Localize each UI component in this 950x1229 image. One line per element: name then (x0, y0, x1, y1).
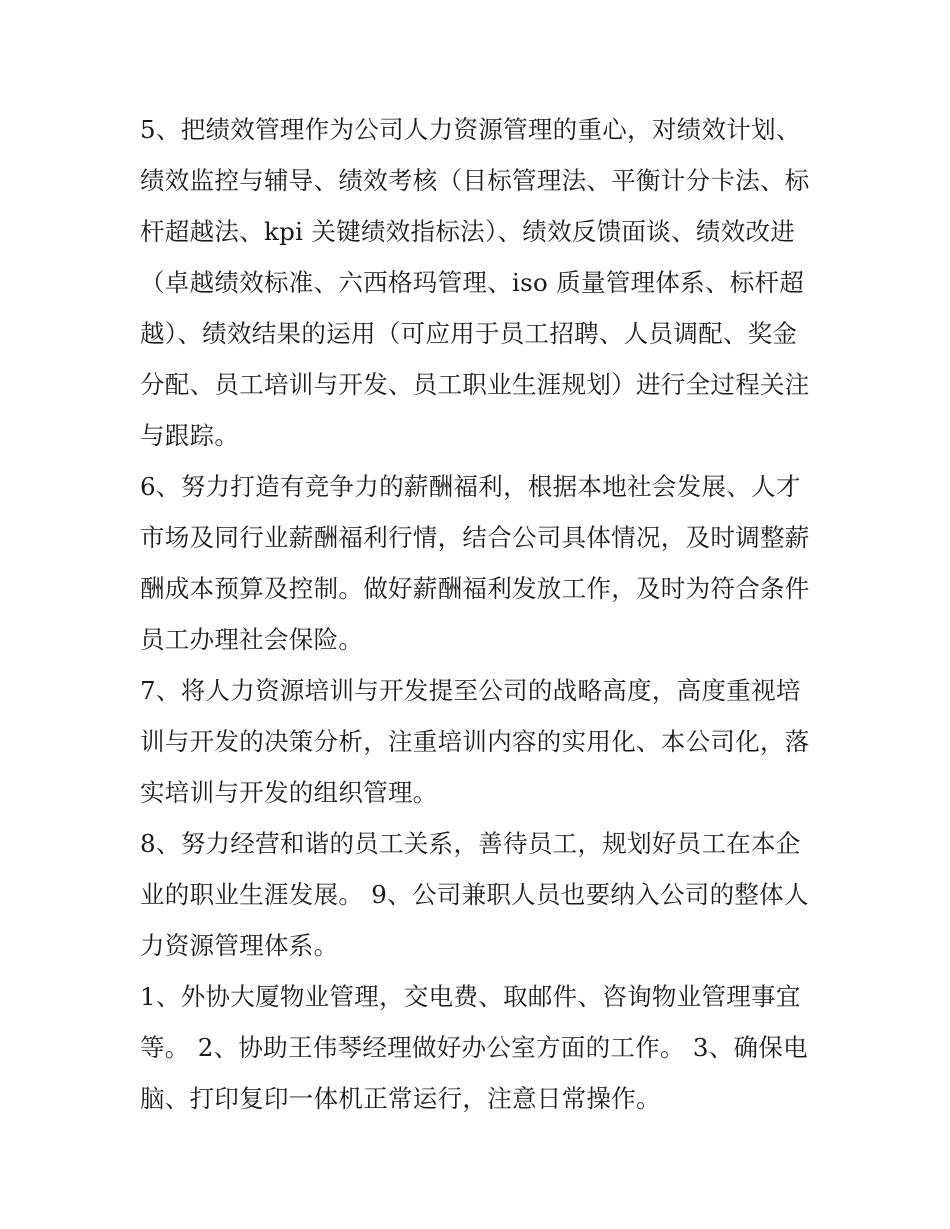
text-line: 7、将人力资源培训与开发提至公司的战略高度，高度重视培 (140, 676, 801, 705)
text-line: 1、外协大厦物业管理，交电费、取邮件、咨询物业管理事宜 (140, 982, 801, 1011)
text-line: 实培训与开发的组织管理。 (140, 778, 438, 807)
text-line: 杆超越法、kpi 关键绩效指标法）、绩效反馈面谈、绩效改进 (140, 217, 796, 246)
text-line: 8、努力经营和谐的员工关系，善待员工，规划好员工在本企 (140, 829, 801, 858)
text-line: 绩效监控与辅导、绩效考核（目标管理法、平衡计分卡法、标 (140, 166, 810, 195)
text-line: （卓越绩效标准、六西格玛管理、iso 质量管理体系、标杆超 (140, 268, 805, 297)
text-line: 越）、绩效结果的运用（可应用于员工招聘、人员调配、奖金 (140, 319, 798, 348)
text-line: 分配、员工培训与开发、员工职业生涯规划）进行全过程关注 (140, 370, 810, 399)
text-line: 脑、打印复印一体机正常运行，注意日常操作。 (140, 1084, 661, 1113)
text-line: 市场及同行业薪酬福利行情，结合公司具体情况，及时调整薪 (140, 523, 810, 552)
text-line: 6、努力打造有竞争力的薪酬福利，根据本地社会发展、人才 (140, 472, 801, 501)
text-line: 5、把绩效管理作为公司人力资源管理的重心，对绩效计划、 (140, 115, 801, 144)
text-line: 力资源管理体系。 (140, 931, 339, 960)
text-line: 与跟踪。 (140, 421, 240, 450)
text-line: 员工办理社会保险。 (140, 625, 364, 654)
document-body (140, 104, 820, 1124)
text-line: 等。 2、协助王伟琴经理做好办公室方面的工作。 3、确保电 (140, 1033, 808, 1062)
text-line: 酬成本预算及控制。做好薪酬福利发放工作，及时为符合条件 (140, 574, 810, 603)
text-line: 业的职业生涯发展。 9、公司兼职人员也要纳入公司的整体人 (140, 880, 809, 909)
text-line: 训与开发的决策分析，注重培训内容的实用化、本公司化，落 (140, 727, 810, 756)
